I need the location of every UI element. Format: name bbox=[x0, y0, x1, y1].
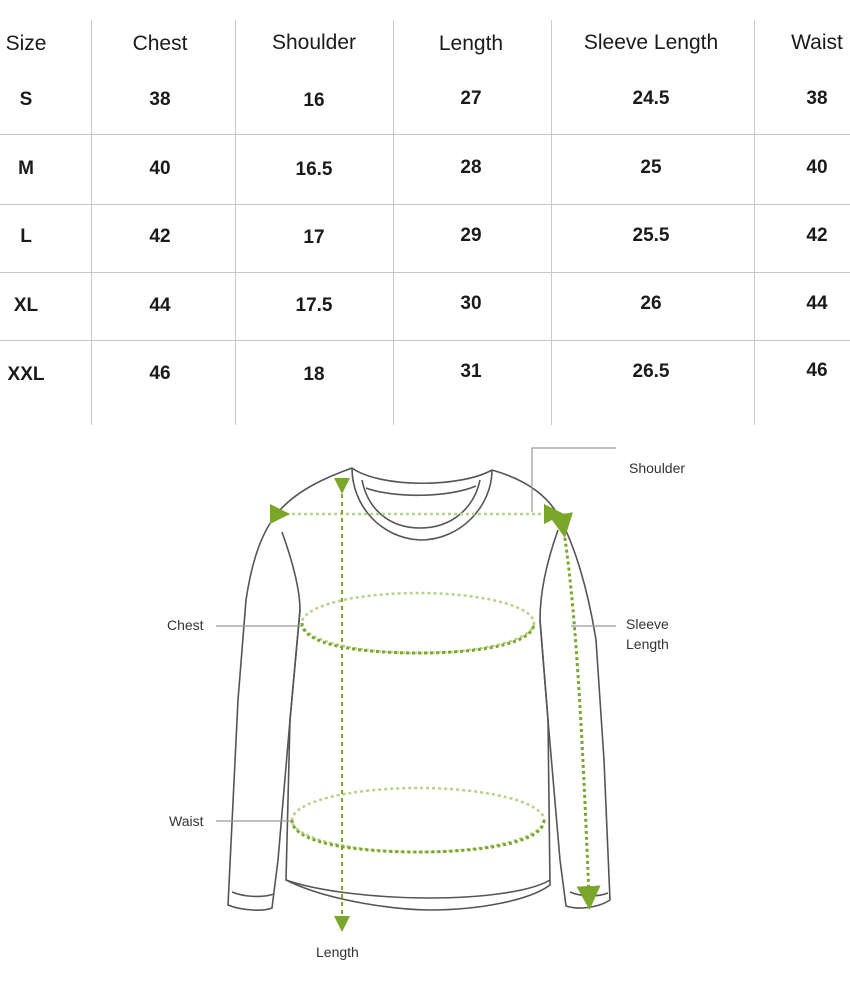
shoulder-leader-line bbox=[532, 448, 616, 512]
cell-chest: 44 bbox=[149, 295, 171, 316]
sleeve-length-label-line1: Sleeve bbox=[626, 616, 669, 632]
header-chest: Chest bbox=[132, 32, 188, 55]
waist-measure-front bbox=[292, 820, 544, 852]
cell-size: M bbox=[18, 158, 34, 179]
cell-waist: 46 bbox=[806, 360, 828, 381]
cell-shoulder: 17 bbox=[303, 227, 325, 248]
cell-shoulder: 17.5 bbox=[295, 295, 333, 316]
header-size: Size bbox=[5, 32, 47, 55]
cell-sleeve-length: 24.5 bbox=[632, 88, 670, 109]
cell-sleeve-length: 25.5 bbox=[632, 225, 670, 246]
cell-size: XL bbox=[13, 295, 39, 316]
length-label: Length bbox=[316, 944, 359, 960]
cell-length: 30 bbox=[460, 293, 482, 314]
row-divider bbox=[0, 204, 850, 205]
waist-measure-ellipse bbox=[292, 788, 544, 852]
column-divider bbox=[551, 20, 552, 425]
chest-measure-front bbox=[302, 623, 534, 653]
size-chart-table bbox=[0, 20, 850, 425]
cell-sleeve-length: 26 bbox=[640, 293, 662, 314]
cell-shoulder: 16.5 bbox=[295, 159, 333, 180]
cell-shoulder: 16 bbox=[303, 90, 325, 111]
header-sleeve-length: Sleeve Length bbox=[583, 31, 719, 54]
cell-length: 31 bbox=[460, 361, 482, 382]
row-divider bbox=[0, 340, 850, 341]
waist-label: Waist bbox=[169, 813, 204, 829]
cell-length: 29 bbox=[460, 225, 482, 246]
sleeve-length-measure-line bbox=[563, 526, 589, 898]
cell-sleeve-length: 26.5 bbox=[632, 361, 670, 382]
header-length: Length bbox=[438, 32, 504, 55]
header-waist: Waist bbox=[791, 31, 843, 54]
row-divider bbox=[0, 272, 850, 273]
cell-chest: 46 bbox=[149, 363, 171, 384]
cell-chest: 38 bbox=[149, 89, 171, 110]
cell-waist: 42 bbox=[806, 225, 828, 246]
cell-sleeve-length: 25 bbox=[640, 157, 662, 178]
cell-size: XXL bbox=[7, 364, 45, 385]
header-shoulder: Shoulder bbox=[271, 31, 357, 54]
column-divider bbox=[393, 20, 394, 425]
chest-measure-ellipse bbox=[302, 593, 534, 653]
sleeve-length-label-line2: Length bbox=[626, 636, 669, 652]
cell-size: S bbox=[19, 89, 33, 110]
cell-chest: 40 bbox=[149, 158, 171, 179]
cell-length: 27 bbox=[460, 88, 482, 109]
column-divider bbox=[754, 20, 755, 425]
sweatshirt-outline-icon bbox=[228, 468, 610, 910]
cell-length: 28 bbox=[460, 157, 482, 178]
row-divider bbox=[0, 134, 850, 135]
cell-waist: 40 bbox=[806, 157, 828, 178]
cell-size: L bbox=[20, 226, 32, 247]
cell-shoulder: 18 bbox=[303, 364, 325, 385]
cell-chest: 42 bbox=[149, 226, 171, 247]
shoulder-label: Shoulder bbox=[629, 460, 686, 476]
chest-label: Chest bbox=[167, 617, 204, 633]
cell-waist: 38 bbox=[806, 88, 828, 109]
cell-waist: 44 bbox=[806, 293, 828, 314]
column-divider bbox=[235, 20, 236, 425]
column-divider bbox=[91, 20, 92, 425]
